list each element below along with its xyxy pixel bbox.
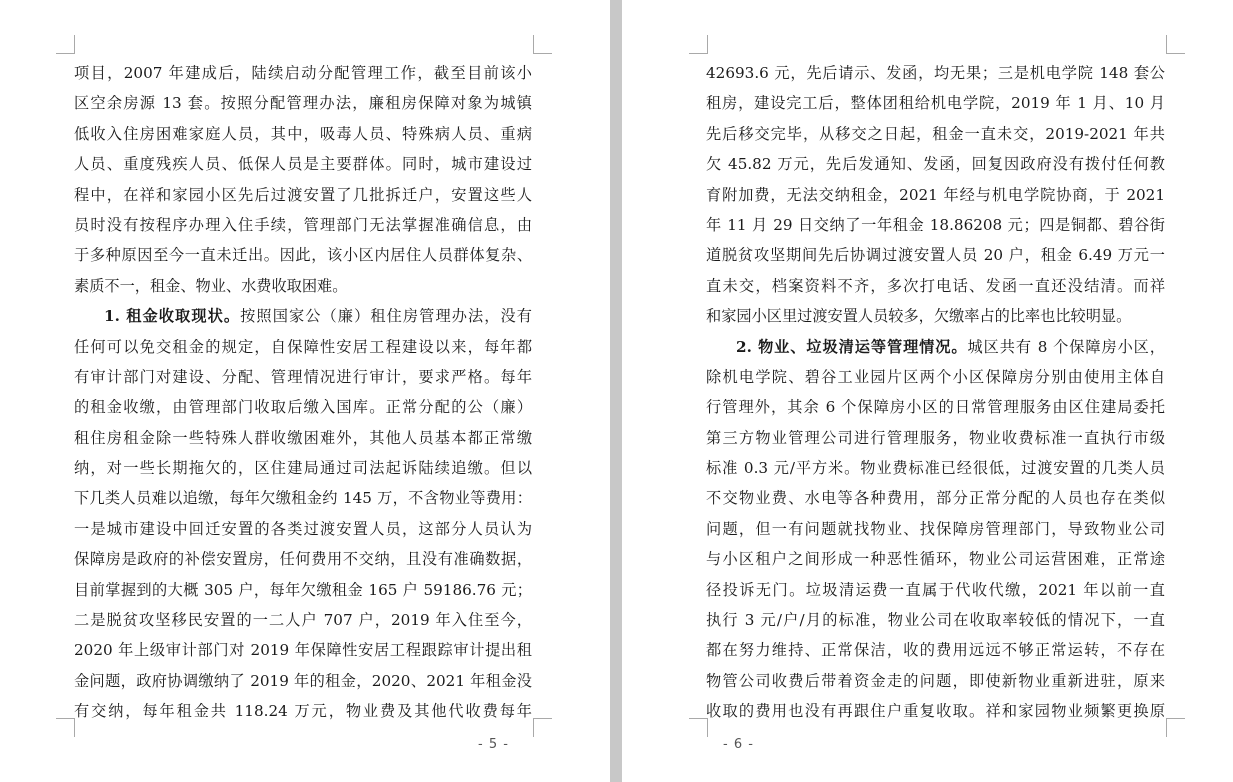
text-line: 程中，在祥和家园小区先后过渡安置了几批拆迁户，安置这些人 [74,185,532,204]
margin-mark-top-right [533,35,552,54]
page-number: - 6 - [723,737,754,752]
text-line: 育附加费，无法交纳租金，2021 年经与机电学院协商，于 2021 [706,185,1165,204]
text-line: 租房，建设完工后，整体团租给机电学院，2019 年 1 月、10 月 [706,94,1165,113]
margin-mark-top-right [1166,35,1185,54]
text-line: 不交物业费、水电等各种费用，部分正常分配的人员也存在类似 [706,489,1165,508]
text-line: 人员、重度残疾人员、低保人员是主要群体。同时，城市建设过 [74,155,532,174]
text-line: 有审计部门对建设、分配、管理情况进行审计，要求严格。每年 [74,367,532,386]
text-line: 执行 3 元/户/月的标准，物业公司在收取率较低的情况下，一直 [706,611,1165,630]
text-line: 低收入住房困难家庭人员，其中，吸毒人员、特殊病人员、重病 [74,124,532,143]
margin-mark-bottom-right [533,718,552,737]
text-run: 按照国家公（廉）租住房管理办法，没有 [240,307,532,326]
text-line: 区空余房源 13 套。按照分配管理办法，廉租房保障对象为城镇 [74,94,532,113]
text-line: 员时没有按程序办理入住手续，管理部门无法掌握准确信息，由 [74,215,532,234]
text-line: 于多种原因至今一直未迁出。因此，该小区内居住人员群体复杂、 [74,246,532,265]
text-line: 第三方物业管理公司进行管理服务，物业收费标准一直执行市级 [706,428,1165,447]
text-line: 都在努力维持、正常保洁，收的费用远远不够正常运转，不存在 [706,641,1165,660]
text-line: 行管理外，其余 6 个保障房小区的日常管理服务由区住建局委托 [706,398,1165,417]
page-gutter [610,0,622,782]
text-line: 二是脱贫攻坚移民安置的一二人户 707 户，2019 年入住至今， [74,611,532,630]
margin-mark-bottom-right [1166,718,1185,737]
text-line: 收取的费用也没有再跟住户重复收取。祥和家园物业频繁更换原 [706,702,1165,721]
text-line: 的租金收缴，由管理部门收取后缴入国库。正常分配的公（廉） [74,398,532,417]
document-page-6 [622,0,1233,782]
text-line: 金问题，政府协调缴纳了 2019 年的租金，2020、2021 年租金没 [74,671,532,690]
text-line: 项目，2007 年建成后，陆续启动分配管理工作，截至目前该小 [74,64,532,82]
margin-mark-top-left [689,35,708,54]
text-line: 物管公司收费后带着资金走的问题，即使新物业重新进驻，原来 [706,671,1165,690]
text-line: 先后移交完毕，从移交之日起，租金一直未交，2019-2021 年共 [706,124,1165,143]
text-line: 目前掌握到的大概 305 户，每年欠缴租金 165 户 59186.76 元； [74,580,532,599]
text-run: 城区共有 8 个保障房小区， [967,337,1165,356]
text-line: 和家园小区里过渡安置人员较多，欠缴率占的比率也比较明显。 [706,307,1132,326]
section-heading-rent: 1. 租金收取现状。 [104,307,241,326]
text-line: 年 11 月 29 日交纳了一年租金 18.86208 元；四是铜都、碧谷街 [706,215,1165,234]
text-line: 标准 0.3 元/平方米。物业费标准已经很低，过渡安置的几类人员 [706,459,1165,478]
text-line: 素质不一，租金、物业、水费收取困难。 [74,276,348,295]
margin-mark-top-left [56,35,75,54]
text-line: 保障房是政府的补偿安置房，任何费用不交纳，且没有准确数据， [74,550,532,569]
text-line: 纳，对一些长期拖欠的，区住建局通过司法起诉陆续追缴。但以 [74,459,532,478]
text-line: 道脱贫攻坚期间先后协调过渡安置人员 20 户，租金 6.49 万元一 [706,246,1165,265]
text-line: 径投诉无门。垃圾清运费一直属于代收代缴，2021 年以前一直 [706,580,1165,599]
text-line: 与小区租户之间形成一种恶性循环，物业公司运营困难，正常途 [706,550,1165,569]
text-line: 下几类人员难以追缴，每年欠缴租金约 145 万，不含物业等费用： [74,489,532,508]
text-line: 42693.6 元，先后请示、发函，均无果；三是机电学院 148 套公 [706,64,1165,82]
text-line: 租住房租金除一些特殊人群收缴困难外，其他人员基本都正常缴 [74,428,532,447]
text-line: 问题，但一有问题就找物业、找保障房管理部门，导致物业公司 [706,519,1165,538]
document-page-5 [0,0,610,782]
margin-mark-bottom-left [56,718,75,737]
paragraph-start-line [706,332,1165,362]
page-5-body [74,58,532,727]
text-line: 除机电学院、碧谷工业园片区两个小区保障房分别由使用主体自 [706,367,1165,386]
text-line: 有交纳，每年租金共 118.24 万元，物业费及其他代收费每年 [74,702,532,721]
text-line: 一是城市建设中回迁安置的各类过渡安置人员，这部分人员认为 [74,519,532,538]
page-6-body [706,58,1165,727]
text-line: 直未交，档案资料不齐，多次打电话、发函一直还没结清。而祥 [706,276,1165,295]
text-line: 2020 年上级审计部门对 2019 年保障性安居工程跟踪审计提出租 [74,641,532,660]
paragraph-start-line [74,301,532,331]
section-heading-property: 2. 物业、垃圾清运等管理情况。 [736,337,968,356]
text-line: 任何可以免交租金的规定，自保障性安居工程建设以来，每年都 [74,337,532,356]
text-line: 欠 45.82 万元，先后发通知、发函，回复因政府没有拨付任何教 [706,155,1165,174]
page-number: - 5 - [478,737,509,752]
